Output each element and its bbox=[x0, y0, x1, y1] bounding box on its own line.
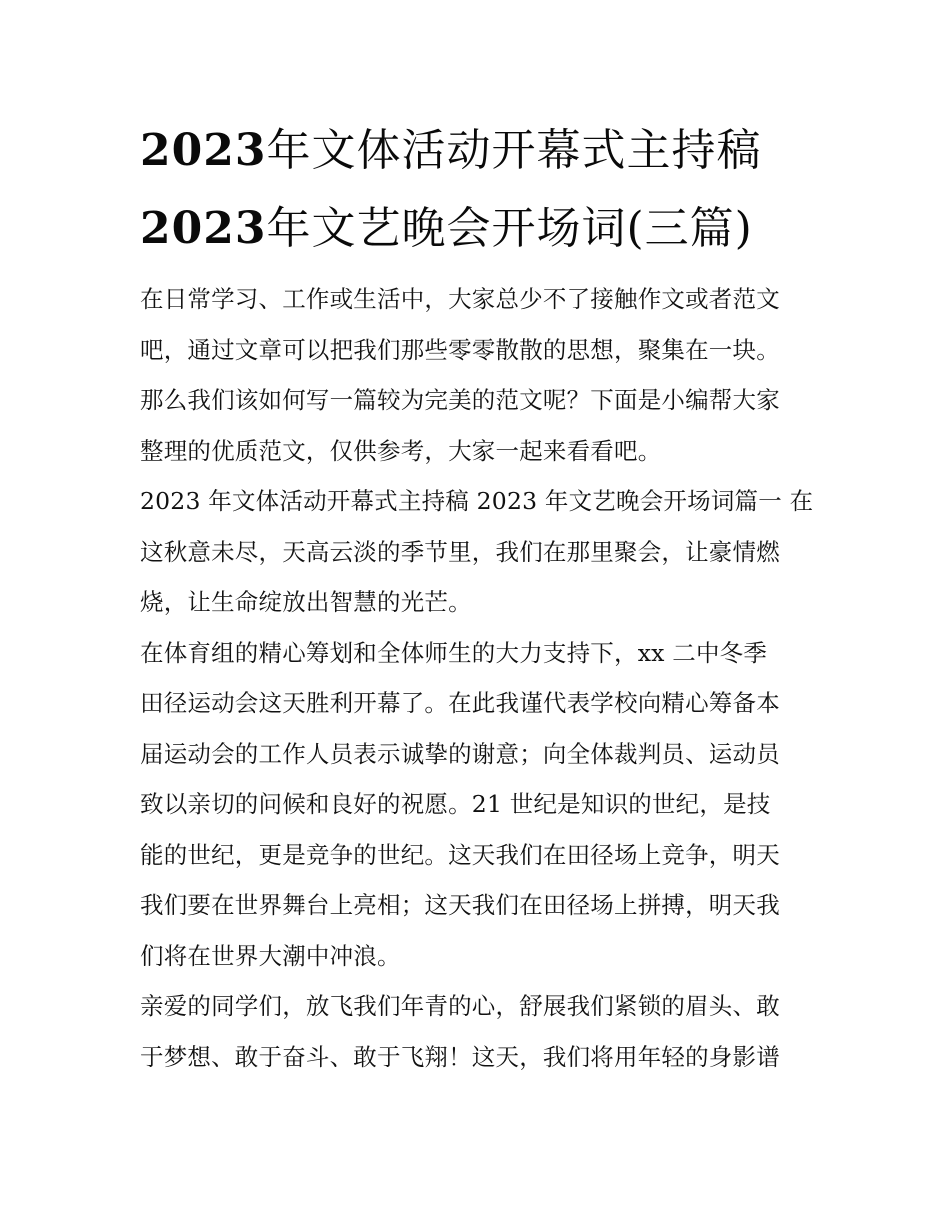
document-title bbox=[140, 112, 812, 268]
document-body bbox=[140, 274, 812, 1082]
title-line-2 bbox=[140, 190, 812, 268]
text-line: 能的世纪，更是竞争的世纪。这天我们在田径场上竞争，明天 bbox=[140, 840, 780, 869]
text-line: 在体育组的精心筹划和全体师生的大力支持下，xx 二中冬季 bbox=[140, 638, 768, 667]
text-line: 亲爱的同学们，放飞我们年青的心，舒展我们紧锁的眉头、敢 bbox=[140, 992, 780, 1020]
text-line: 届运动会的工作人员表示诚挚的谢意；向全体裁判员、运动员 bbox=[140, 739, 780, 768]
text-line: 那么我们该如何写一篇较为完美的范文呢？下面是小编帮大家 bbox=[140, 386, 780, 414]
title-year-1: 2023 bbox=[140, 125, 267, 176]
title-year-2: 2023 bbox=[140, 203, 267, 254]
text-line: 烧，让生命绽放出智慧的光芒。 bbox=[140, 588, 472, 616]
title-text-2: 年文艺晚会开场词(三篇) bbox=[266, 203, 753, 254]
text-line: 这秋意未尽，天高云淡的季节里，我们在那里聚会，让豪情燃 bbox=[140, 537, 780, 566]
text-line: 整理的优质范文，仅供参考，大家一起来看看吧。 bbox=[140, 436, 662, 465]
text-line: 于梦想、敢于奋斗、敢于飞翔！这天，我们将用年轻的身影谱 bbox=[140, 1042, 780, 1071]
text-line: 田径运动会这天胜利开幕了。在此我谨代表学校向精心筹备本 bbox=[140, 689, 780, 717]
title-line-1 bbox=[140, 112, 812, 190]
text-line: 吧，通过文章可以把我们那些零零散散的思想，聚集在一块。 bbox=[140, 335, 780, 364]
text-line: 致以亲切的问候和良好的祝愿。21 世纪是知识的世纪，是技 bbox=[140, 790, 771, 818]
text-line: 2023 年文体活动开幕式主持稿 2023 年文艺晚会开场词篇一 在 bbox=[140, 487, 814, 515]
document-page bbox=[140, 112, 812, 1082]
text-line: 我们要在世界舞台上亮相；这天我们在田径场上拼搏，明天我 bbox=[140, 891, 780, 919]
title-text-1: 年文体活动开幕式主持稿 bbox=[266, 125, 762, 176]
text-line: 们将在世界大潮中冲浪。 bbox=[140, 941, 401, 970]
text-line: 在日常学习、工作或生活中，大家总少不了接触作文或者范文 bbox=[140, 285, 780, 313]
